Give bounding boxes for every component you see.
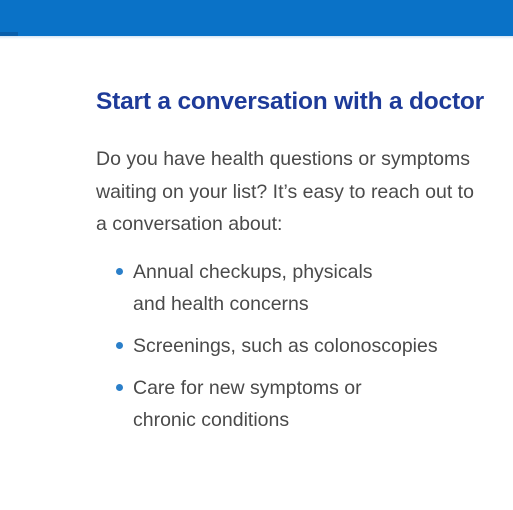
bullet-icon (116, 384, 123, 391)
list-item (113, 372, 438, 436)
header-band (0, 0, 513, 36)
list-item (113, 330, 438, 362)
bullet-icon (116, 268, 123, 275)
topic-list (113, 256, 438, 436)
intro-line: Do you have health questions or symptoms (96, 148, 470, 170)
list-item-text: Screenings, such as colonoscopies (133, 335, 438, 357)
bullet-icon (116, 342, 123, 349)
list-item-text: Annual checkups, physicals (133, 261, 373, 283)
list-item-text: chronic conditions (133, 409, 290, 431)
intro-line: a conversation about: (96, 213, 283, 235)
section-heading: Start a conversation with a doctor (96, 88, 484, 115)
list-item-text: Care for new symptoms or (133, 377, 362, 399)
list-item-text: and health concerns (133, 293, 309, 315)
intro-paragraph (96, 143, 513, 241)
header-band-shadow (0, 36, 513, 39)
intro-line: waiting on your list? It’s easy to reach out to (96, 180, 474, 203)
list-item (113, 256, 438, 320)
